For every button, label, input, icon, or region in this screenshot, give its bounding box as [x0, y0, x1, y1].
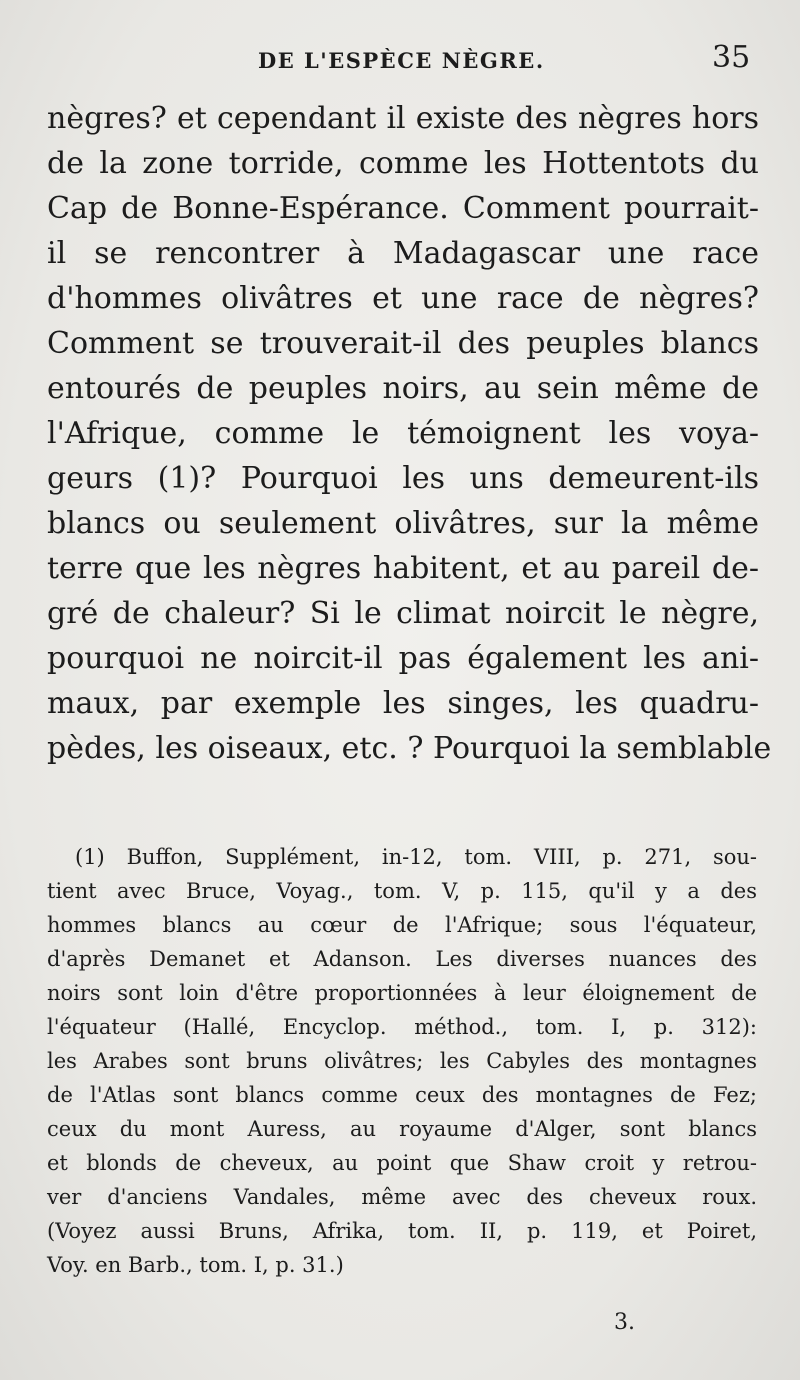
- footnote-line: noirs sont loin d'être proportionnées à leur éloignement de: [47, 981, 757, 1005]
- text-line: d'hommes olivâtres et une race de nègres?: [47, 281, 759, 316]
- footnote-line: et blonds de cheveux, au point que Shaw croit y retrou-: [47, 1151, 757, 1175]
- text-line: l'Afrique, comme le témoignent les voya-: [47, 416, 759, 451]
- footnote-line: les Arabes sont bruns olivâtres; les Cabyles des montagnes: [47, 1049, 757, 1073]
- text-line: geurs (1)? Pourquoi les uns demeurent-ils: [47, 461, 759, 496]
- text-line: Cap de Bonne-Espérance. Comment pourrait-: [47, 191, 759, 226]
- text-line: pourquoi ne noircit-il pas également les ani-: [47, 641, 759, 676]
- running-title: DE L'ESPÈCE NÈGRE.: [258, 48, 545, 73]
- signature-mark: 3.: [614, 1310, 635, 1335]
- text-line: pèdes, les oiseaux, etc. ? Pourquoi la semblable: [47, 731, 772, 766]
- page-header: [0, 40, 800, 80]
- footnote-line: ceux du mont Auress, au royaume d'Alger, sont blancs: [47, 1117, 757, 1141]
- footnote-line: hommes blancs au cœur de l'Afrique; sous l'équateur,: [47, 913, 757, 937]
- text-line: Comment se trouverait-il des peuples blancs: [47, 326, 759, 361]
- footnote-line: de l'Atlas sont blancs comme ceux des montagnes de Fez;: [47, 1083, 757, 1107]
- page-number: 35: [712, 40, 751, 75]
- text-line: de la zone torride, comme les Hottentots du: [47, 146, 759, 181]
- text-line: nègres? et cependant il existe des nègres hors: [47, 101, 759, 136]
- footnote-line: tient avec Bruce, Voyag., tom. V, p. 115, qu'il y a des: [47, 879, 757, 903]
- text-line: maux, par exemple les singes, les quadru-: [47, 686, 759, 721]
- footnote-line: (Voyez aussi Bruns, Afrika, tom. II, p. 119, et Poiret,: [47, 1219, 757, 1243]
- text-line: blancs ou seulement olivâtres, sur la même: [47, 506, 759, 541]
- footnote-line: (1) Buffon, Supplément, in-12, tom. VIII, p. 271, sou-: [75, 845, 757, 869]
- footnote-line: ver d'anciens Vandales, même avec des cheveux roux.: [47, 1185, 757, 1209]
- footnote-line: d'après Demanet et Adanson. Les diverses nuances des: [47, 947, 757, 971]
- footnote-line: Voy. en Barb., tom. I, p. 31.): [47, 1253, 344, 1277]
- text-line: gré de chaleur? Si le climat noircit le nègre,: [47, 596, 759, 631]
- footnote-line: l'équateur (Hallé, Encyclop. méthod., tom. I, p. 312):: [47, 1015, 757, 1039]
- text-line: entourés de peuples noirs, au sein même de: [47, 371, 759, 406]
- text-line: terre que les nègres habitent, et au pareil de-: [47, 551, 759, 586]
- text-line: il se rencontrer à Madagascar une race: [47, 236, 759, 271]
